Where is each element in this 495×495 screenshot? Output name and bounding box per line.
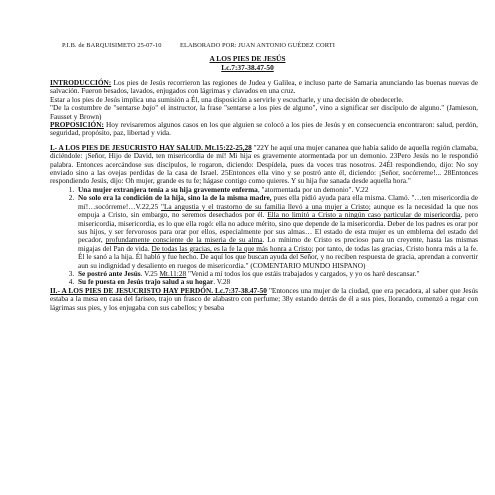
item-text: pues ella pidió ayuda para ella misma. Clamó. "…ten misericordia de mí!…socórreme!…V.22,25 [78, 193, 478, 211]
intro-paragraph-2: Estar a los pies de Jesús implica una sumisión a Él, una disposición a servirle y escucharle, y una decisión de obedecerle. [50, 94, 404, 104]
item-bold: Se postró ante Jesús [78, 268, 141, 278]
quote-part: "De la costumbre de "sentarse [50, 103, 143, 113]
intro-heading: INTRODUCCIÓN: [50, 78, 112, 87]
quote-italic: bajo [142, 103, 156, 113]
intro-text: Los pies de Jesús recorrieron las regiones de Judea y Galilea, e incluso parte de Samaria anunciando las buenas nuevas de salvación. Fueron besados, lavados, enjugados con lágrimas y clavados en una cruz. [50, 78, 478, 96]
item-text: ; por tanto, de todas las gracias, Cristo honra más a la fe. Él le sanó a la hija. Él habló y fue hecho. De aquí los que buscan ayuda del Señor, y no reciben respuesta de gracia, aprendan a convertir aun su indignidad y desaliento en ruegos de misericordia." (COMENTARIO MUNDO HISPANO) [78, 243, 478, 270]
item-underlined: Ella no limitó a Cristo a ningún caso particular de misericordia [267, 210, 461, 220]
item-bold: Su fe puesta en Jesús trajo salud a su hogar [78, 277, 214, 287]
item-text: . V.28 [213, 277, 231, 287]
item-underlined: De todas las gracias, es la fe la que más honra a Cristo [151, 243, 312, 253]
section2-heading: II.- A LOS PIES DE JESUCRISTO HAY PERDÓN. Lc.7:37-38.47-50 [50, 285, 267, 295]
item-text: ; aunque es la necesidad la que nos empuja a Cristo, sin embargo, no seremos desechados por él. [78, 201, 479, 220]
header-author: ELABORADO POR: JUAN ANTONIO GUÉDEZ CORTI [180, 42, 335, 49]
header-church-date: P.I.B. de BARQUISIMETO 25-07-10 [62, 42, 162, 49]
item-bold: No solo era la condición de la hija, sino la de la misma madre, [78, 193, 272, 203]
section2-text: "Entonces una mujer de la ciudad, que era pecadora, al saber que Jesús estaba a la mesa en casa del fariseo, trajo un frasco de alabastro con perfume; 38y estando detrás de él a sus pies, llorando, comenzó a regar con lágrimas sus pies, y los enjugaba con sus cabellos; y besaba [50, 285, 478, 312]
proposition-text: Hoy revisaremos algunos casos en los que alguien se colocó a los pies de Jesús y en consecuencia encontraron: salud, perdón, seguridad, propósito, paz, libertad y vida. [50, 120, 478, 138]
section1-paragraph [50, 144, 478, 186]
section1-list [50, 186, 478, 287]
item-text: . V.25 [140, 268, 160, 278]
proposition-label: PROPOSICIÓN: [50, 120, 104, 130]
proposition [50, 121, 478, 138]
section1-text: "22Y he aquí una mujer cananea que había salido de aquella región clamaba, diciéndole: ¡Señor, Hijo de David, ten misericordia de mí! Mi hija es gravemente atormentada por un demonio. 23Pero Jesús no le respondió palabra. Entonces acercándose sus discípulos, le rogaron, diciendo: Despídela, pues da voces tras nosotros. 24Él respondiendo, dijo: No soy enviado sino a las ovejas perdidas de la casa de Israel. 25Entonces ella vino y se postró ante él, diciendo: ¡Señor, socórreme!... 28Entonces respondiendo Jesús, dijo: Oh mujer, grande es tu fe; hágase contigo como quieres. Y su hija fue sanada desde aquella hora." [50, 142, 478, 186]
item-reference: Mt.11:28 [159, 268, 187, 278]
document-body [50, 79, 478, 312]
intro-paragraph [50, 79, 478, 96]
item-text: . Lo mínimo de Cristo es precioso para un creyente, hasta las mismas migajas del Pan de vida. [78, 235, 478, 253]
document-header [62, 42, 455, 50]
intro-quote [50, 104, 478, 121]
item-underlined: profundamente consciente de la miseria de su alma [105, 235, 263, 245]
section2-paragraph [50, 287, 478, 312]
item-bold: Una mujer extranjera tenía a su hija gravemente enferma [78, 184, 258, 194]
item-text: , pero misericordia, misericordia, es lo que ella rogó: ella no aduce mérito, sino que depende de la misericordia. Deber de los padres es orar por sus hijos, y ser fervorosos para orar por ellos, especialmente por sus almas… El estado de esta mujer es un emblema del estado del pecador, [78, 210, 478, 245]
section1-heading: I.- A LOS PIES DE JESUCRISTO HAY SALUD. Mt.15:22-25,28 [50, 142, 252, 152]
title-main: A LOS PIES DE JESÚS [209, 54, 286, 63]
document-title [0, 55, 495, 72]
list-item [76, 194, 478, 270]
title-reference: Lc.7:37-38.47-50 [221, 62, 274, 72]
item-text: "Venid a mí todos los que estáis trabajados y cargados, y yo os haré descansar." [186, 268, 420, 278]
quote-part: " el instructor, la frase "sentarse a los pies de alguno", vino a significar ser discípulo de alguno." (Jamieson, Fausset y Brown) [50, 103, 478, 121]
item-text: , "atormentada por un demonio". V.22 [257, 184, 369, 194]
item-underlined: "La angustia y el trastorno de su familia llevó a una mujer a Cristo [161, 201, 369, 211]
